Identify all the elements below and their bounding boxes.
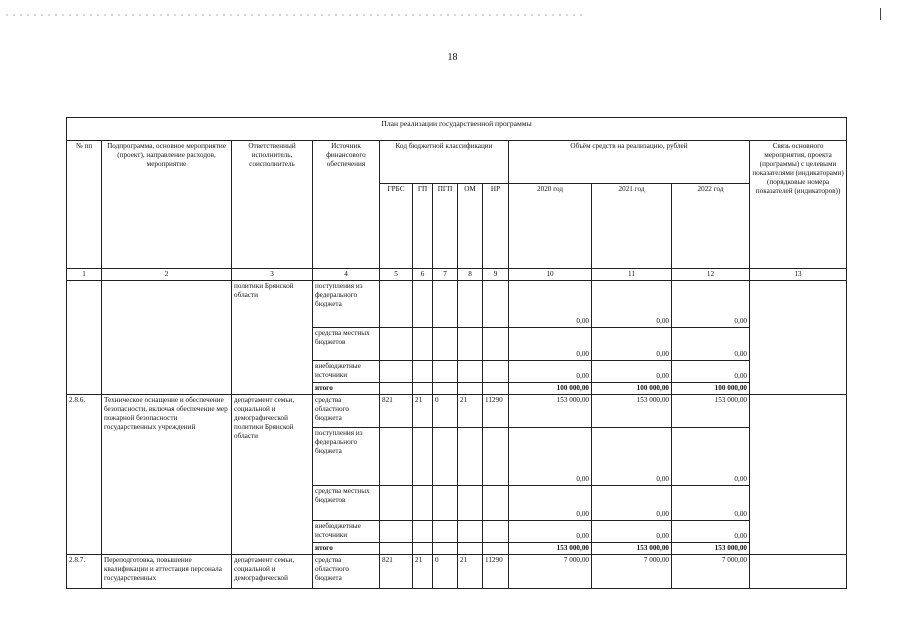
value-2021: 0,00 xyxy=(592,281,672,328)
program-plan-table xyxy=(66,117,847,589)
value-2020: 0,00 xyxy=(509,281,592,328)
table-title: План реализации государственной программы xyxy=(67,118,847,141)
gp-cell: 21 xyxy=(413,555,433,589)
value-2021: 100 000,00 xyxy=(592,383,672,395)
source-cell: внебюджетные источники xyxy=(313,521,380,543)
value-2020: 0,00 xyxy=(509,521,592,543)
value-2022: 0,00 xyxy=(672,281,750,328)
table-row xyxy=(67,395,847,428)
value-2021: 0,00 xyxy=(592,361,672,383)
item-num: 2.8.7. xyxy=(67,555,102,589)
item-num: 2.8.6. xyxy=(67,395,102,555)
header-budget-code: Код бюджетной классификации xyxy=(380,141,509,184)
source-cell: средства местных бюджетов xyxy=(313,486,380,521)
value-2022: 0,00 xyxy=(672,328,750,361)
col-number: 13 xyxy=(750,269,847,281)
item-responsible: департамент семьи, социальной и демографической политики Брянской области xyxy=(232,395,313,555)
header-responsible: Ответственный исполнитель, соисполнитель xyxy=(232,141,313,269)
header-pgp: ПГП xyxy=(433,184,458,269)
header-om: ОМ xyxy=(458,184,483,269)
om-cell: 21 xyxy=(458,555,483,589)
value-2021: 7 000,00 xyxy=(592,555,672,589)
value-2022: 0,00 xyxy=(672,361,750,383)
col-number: 3 xyxy=(232,269,313,281)
cont-responsible: политики Брянской области xyxy=(232,281,313,395)
value-2022: 0,00 xyxy=(672,428,750,486)
value-2020: 0,00 xyxy=(509,486,592,521)
value-2020: 153 000,00 xyxy=(509,543,592,555)
header-subprogram: Подпрограмма, основное мероприятие (проект), направление расходов, мероприятие xyxy=(102,141,232,269)
gp-cell: 21 xyxy=(413,395,433,428)
item-responsible: департамент семьи, социальной и демографической xyxy=(232,555,313,589)
col-number: 9 xyxy=(483,269,509,281)
value-2021: 0,00 xyxy=(592,328,672,361)
np-cell: 11290 xyxy=(483,395,509,428)
column-numbers-row xyxy=(67,269,847,281)
value-2022: 153 000,00 xyxy=(672,543,750,555)
table-row xyxy=(67,281,847,328)
header-2021: 2021 год xyxy=(592,184,672,269)
value-2022: 153 000,00 xyxy=(672,395,750,428)
value-2020: 0,00 xyxy=(509,361,592,383)
header-num: № пп xyxy=(67,141,102,269)
header-gp: ГП xyxy=(413,184,433,269)
col-number: 12 xyxy=(672,269,750,281)
header-2020: 2020 год xyxy=(509,184,592,269)
table-row xyxy=(67,555,847,589)
grbs-cell: 821 xyxy=(380,395,413,428)
value-2020: 0,00 xyxy=(509,428,592,486)
col-number: 7 xyxy=(433,269,458,281)
source-cell: поступления из федерального бюджета xyxy=(313,428,380,486)
header-link: Связь основного мероприятия, проекта (программы) с целевыми показателями (индикаторами) (порядковые номера показателей (индикаторов)) xyxy=(750,141,847,269)
pgp-cell: 0 xyxy=(433,395,458,428)
link-cell xyxy=(750,395,847,555)
value-2020: 7 000,00 xyxy=(509,555,592,589)
col-number: 2 xyxy=(102,269,232,281)
value-2022: 0,00 xyxy=(672,486,750,521)
source-cell: поступления из федерального бюджета xyxy=(313,281,380,328)
source-cell: средства местных бюджетов xyxy=(313,328,380,361)
header-grbs: ГРБС xyxy=(380,184,413,269)
col-number: 5 xyxy=(380,269,413,281)
link-cell xyxy=(750,281,847,395)
table-title-row xyxy=(67,118,847,141)
cont-num-cell xyxy=(67,281,102,395)
source-cell: средства областного бюджета xyxy=(313,555,380,589)
page-number: 18 xyxy=(447,52,458,63)
col-number: 10 xyxy=(509,269,592,281)
value-2020: 100 000,00 xyxy=(509,383,592,395)
value-2021: 0,00 xyxy=(592,486,672,521)
value-2021: 0,00 xyxy=(592,521,672,543)
col-number: 1 xyxy=(67,269,102,281)
value-2020: 153 000,00 xyxy=(509,395,592,428)
np-cell: 11290 xyxy=(483,555,509,589)
cont-name-cell xyxy=(102,281,232,395)
col-number: 6 xyxy=(413,269,433,281)
grbs-cell: 821 xyxy=(380,555,413,589)
header-source: Источник финансового обеспечения xyxy=(313,141,380,269)
header-volume: Объём средств на реализацию, рублей xyxy=(509,141,750,184)
header-row-1 xyxy=(67,141,847,184)
scan-artifact xyxy=(6,14,586,16)
pgp-cell: 0 xyxy=(433,555,458,589)
value-2021: 153 000,00 xyxy=(592,543,672,555)
value-2022: 0,00 xyxy=(672,521,750,543)
link-cell xyxy=(750,555,847,589)
value-2022: 100 000,00 xyxy=(672,383,750,395)
item-name: Техническое оснащение и обеспечение безопасности, включая обеспечение мер пожарной безопасности государственных учреждений xyxy=(102,395,232,555)
value-2020: 0,00 xyxy=(509,328,592,361)
col-number: 4 xyxy=(313,269,380,281)
source-cell: внебюджетные источники xyxy=(313,361,380,383)
om-cell: 21 xyxy=(458,395,483,428)
item-name: Переподготовка, повышение квалификации и аттестация персонала государственных xyxy=(102,555,232,589)
value-2022: 7 000,00 xyxy=(672,555,750,589)
col-number: 8 xyxy=(458,269,483,281)
col-number: 11 xyxy=(592,269,672,281)
header-np: НР xyxy=(483,184,509,269)
header-2022: 2022 год xyxy=(672,184,750,269)
scan-edge-mark xyxy=(880,8,881,20)
source-cell: итого xyxy=(313,543,380,555)
source-cell: средства областного бюджета xyxy=(313,395,380,428)
value-2021: 0,00 xyxy=(592,428,672,486)
source-cell: итого xyxy=(313,383,380,395)
value-2021: 153 000,00 xyxy=(592,395,672,428)
